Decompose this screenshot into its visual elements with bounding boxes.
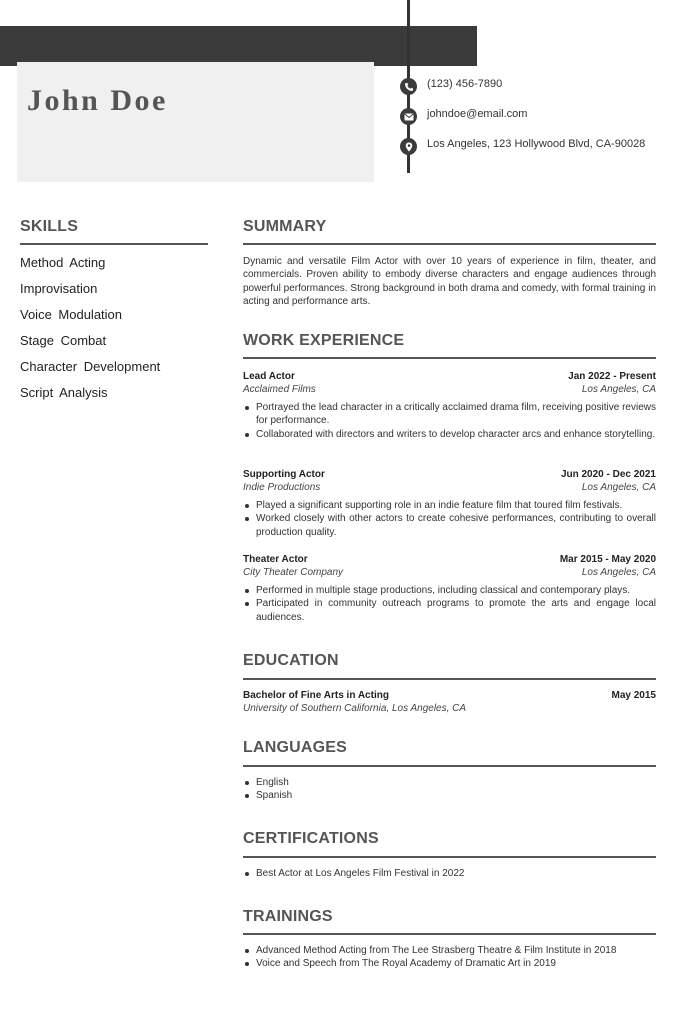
skills-heading: SKILLS	[20, 218, 79, 235]
job-bullets	[243, 499, 656, 539]
job-dates: Jan 2022 - Present	[568, 371, 656, 382]
trainings-list	[243, 944, 656, 971]
job-bullets	[243, 584, 656, 624]
skills-divider	[20, 243, 208, 245]
job-title: Lead Actor	[243, 371, 295, 382]
header-bar	[0, 26, 477, 66]
job-entry	[243, 553, 656, 624]
location-icon	[400, 138, 417, 155]
phone-icon	[400, 78, 417, 95]
trainings-heading: TRAININGS	[243, 908, 333, 925]
skill-item: Character Development	[20, 359, 161, 374]
languages-divider	[243, 765, 656, 767]
job-bullet: Collaborated with directors and writers to develop character arcs and enhance storytelling.	[243, 428, 656, 441]
languages-heading: LANGUAGES	[243, 739, 348, 756]
summary-heading: SUMMARY	[243, 218, 327, 235]
job-location: Los Angeles, CA	[581, 567, 656, 578]
email-icon	[400, 108, 417, 125]
job-company: Acclaimed Films	[243, 384, 316, 395]
skills-list	[20, 254, 160, 410]
job-entry	[243, 370, 656, 441]
job-bullets	[243, 401, 656, 441]
certification-item: Best Actor at Los Angeles Film Festival in 2022	[243, 867, 656, 880]
degree-title: Bachelor of Fine Arts in Acting	[243, 690, 389, 701]
job-company: City Theater Company	[243, 567, 344, 578]
skill-item: Improvisation	[20, 281, 98, 296]
name-box	[17, 62, 374, 182]
certifications-divider	[243, 856, 656, 858]
job-bullet: Portrayed the lead character in a critically acclaimed drama film, receiving positive reviews for performance.	[243, 401, 656, 428]
job-bullet: Participated in community outreach programs to promote the arts and engage local audiences.	[243, 597, 656, 624]
experience-heading: WORK EXPERIENCE	[243, 332, 405, 349]
job-bullet: Performed in multiple stage productions, including classical and contemporary plays.	[243, 584, 656, 597]
job-title: Supporting Actor	[243, 469, 325, 480]
job-bullet: Played a significant supporting role in an indie feature film that toured film festivals.	[243, 499, 656, 512]
experience-divider	[243, 357, 656, 359]
skill-item: Stage Combat	[20, 333, 107, 348]
job-bullet: Worked closely with other actors to create cohesive performances, contributing to overall production quality.	[243, 512, 656, 539]
language-item: English	[243, 776, 656, 789]
job-dates: Jun 2020 - Dec 2021	[560, 469, 656, 480]
training-item: Voice and Speech from The Royal Academy of Dramatic Art in 2019	[243, 957, 656, 970]
job-location: Los Angeles, CA	[581, 384, 656, 395]
school-name: University of Southern California, Los Angeles, CA	[243, 703, 467, 714]
email-text[interactable]: johndoe@email.com	[427, 108, 528, 120]
graduation-date: May 2015	[611, 690, 656, 701]
certifications-list	[243, 867, 656, 880]
education-divider	[243, 678, 656, 680]
address-text: Los Angeles, 123 Hollywood Blvd, CA-90028	[427, 138, 646, 150]
job-location: Los Angeles, CA	[581, 482, 656, 493]
training-item: Advanced Method Acting from The Lee Strasberg Theatre & Film Institute in 2018	[243, 944, 656, 957]
skill-item: Method Acting	[20, 255, 106, 270]
skill-item: Voice Modulation	[20, 307, 123, 322]
phone-text: (123) 456-7890	[427, 78, 503, 90]
candidate-name: John Doe	[27, 84, 168, 117]
languages-list	[243, 776, 656, 803]
job-dates: Mar 2015 - May 2020	[559, 554, 656, 565]
certifications-heading: CERTIFICATIONS	[243, 830, 379, 847]
job-title: Theater Actor	[243, 554, 308, 565]
education-entry	[243, 689, 656, 715]
language-item: Spanish	[243, 789, 656, 802]
trainings-divider	[243, 933, 656, 935]
job-entry	[243, 468, 656, 539]
summary-text: Dynamic and versatile Film Actor with over 10 years of experience in film, theater, and commercials. Proven ability to embody diverse characters and engage audiences through powerful performances. Strong background in both drama and comedy, with formal training in acting and performance arts.	[243, 256, 656, 307]
education-heading: EDUCATION	[243, 652, 339, 669]
skill-item: Script Analysis	[20, 385, 108, 400]
job-company: Indie Productions	[243, 482, 321, 493]
summary-divider	[243, 243, 656, 245]
